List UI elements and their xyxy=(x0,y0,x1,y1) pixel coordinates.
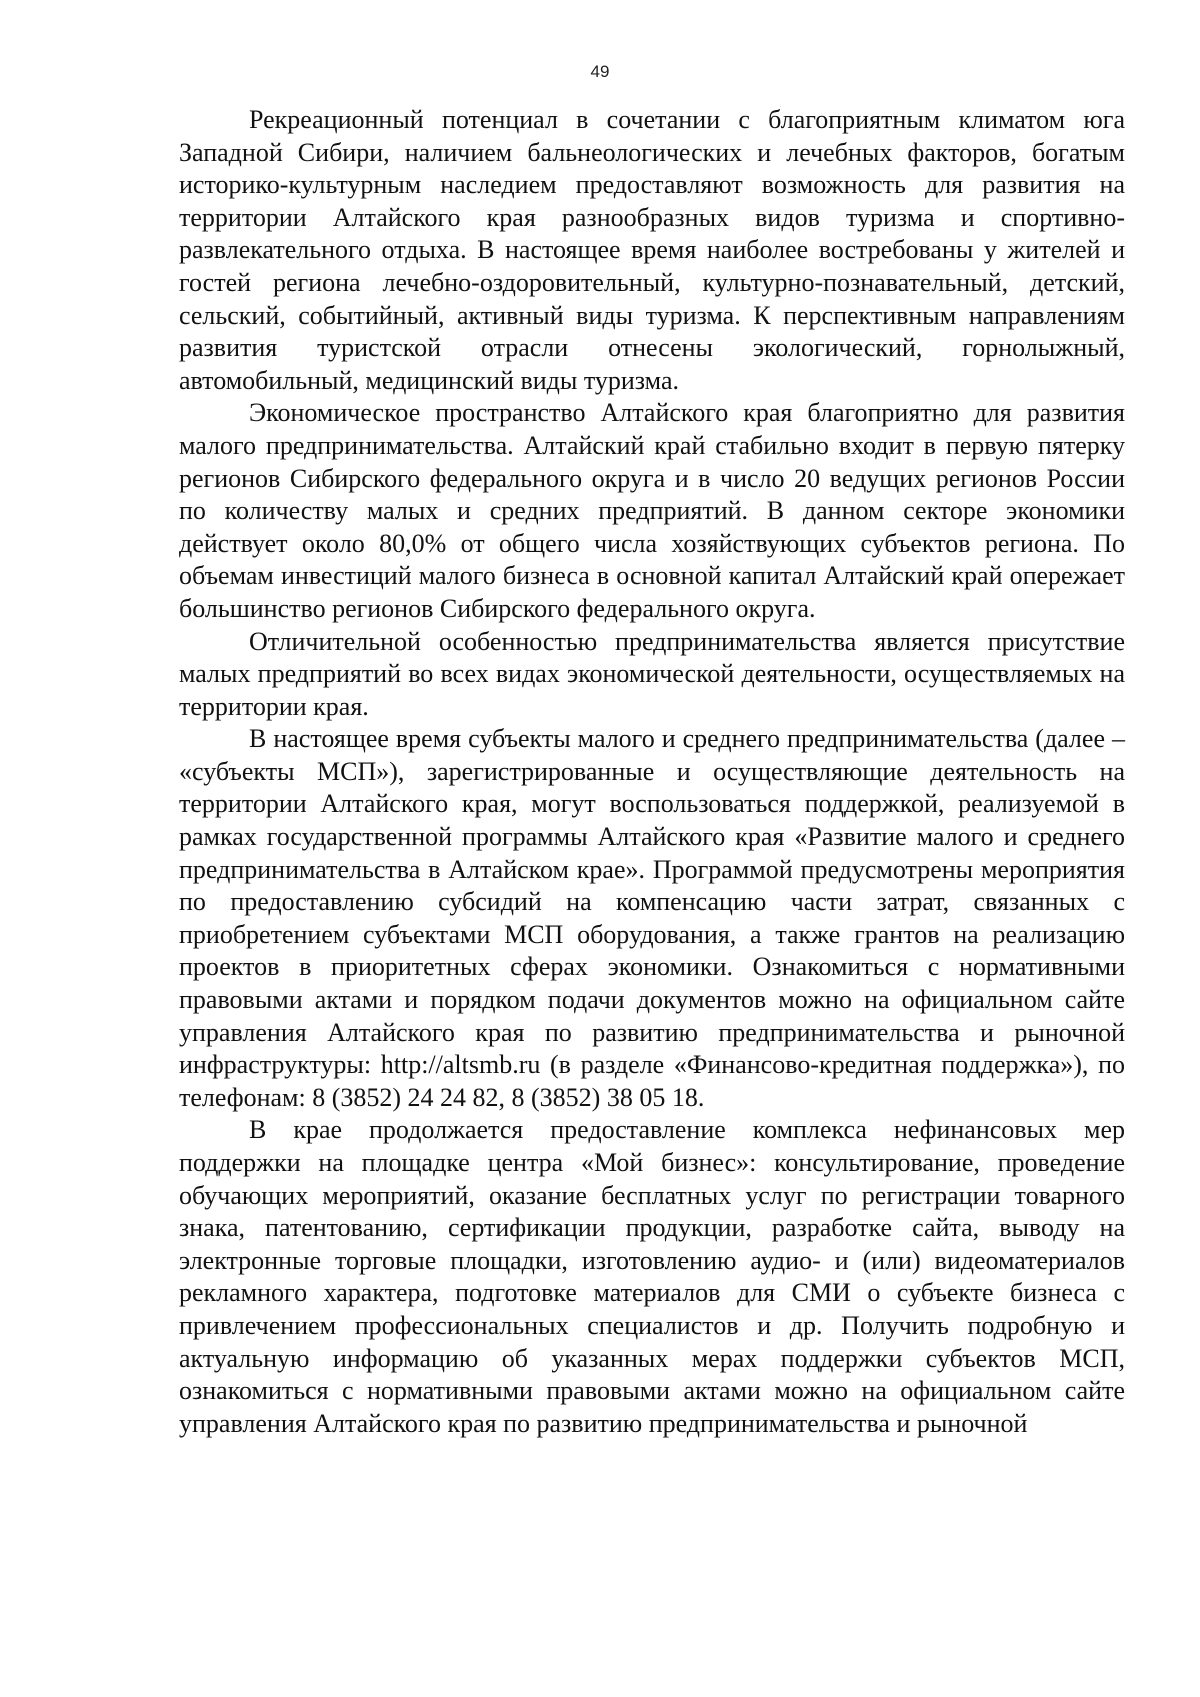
paragraph-recreation: Рекреационный потенциал в сочетании с благоприятным климатом юга Западной Сибири, наличием бальнеологических и лечебных факторов, богатым историко-культурным наследием предоставляют возможность для развития на территории Алтайского края разнообразных видов туризма и спортивно-развлекательного отдыха. В настоящее время наиболее востребованы у жителей и гостей региона лечебно-оздоровительный, культурно-познавательный, детский, сельский, событийный, активный виды туризма. К перспективным направлениям развития туристской отрасли отнесены экологический, горнолыжный, автомобильный, медицинский виды туризма. xyxy=(179,105,1125,395)
paragraph-msp-support: В настоящее время субъекты малого и среднего предпринимательства (далее – «субъекты МСП»), зарегистрированные и осуществляющие деятельность на территории Алтайского края, могут воспользоваться поддержкой, реализуемой в рамках государственной программы Алтайского края «Развитие малого и среднего предпринимательства в Алтайском крае». Программой предусмотрены мероприятия по предоставлению субсидий на компенсацию части затрат, связанных с приобретением субъектами МСП оборудования, а также грантов на реализацию проектов в приоритетных сферах экономики. Ознакомиться с нормативными правовыми актами и порядком подачи документов можно на официальном сайте управления Алтайского края по развитию предпринимательства и рыночной инфраструктуры: http://altsmb.ru (в разделе «Финансово-кредитная поддержка»), по телефонам: 8 (3852) 24 24 82, 8 (3852) 38 05 18. xyxy=(179,724,1125,1112)
page-number: 49 xyxy=(590,62,610,81)
document-body xyxy=(179,104,1125,1440)
paragraph-nonfinancial-support: В крае продолжается предоставление комплекса нефинансовых мер поддержки на площадке центра «Мой бизнес»: консультирование, проведение обучающих мероприятий, оказание бесплатных услуг по регистрации товарного знака, патентованию, сертификации продукции, разработке сайта, выводу на электронные торговые площадки, изготовлению аудио- и (или) видеоматериалов рекламного характера, подготовке материалов для СМИ о субъекте бизнеса с привлечением профессиональных специалистов и др. Получить подробную и актуальную информацию об указанных мерах поддержки субъектов МСП, ознакомиться с нормативными правовыми актами можно на официальном сайте управления Алтайского края по развитию предпринимательства и рыночной xyxy=(179,1115,1125,1438)
paragraph-economic-space: Экономическое пространство Алтайского края благоприятно для развития малого предпринимательства. Алтайский край стабильно входит в первую пятерку регионов Сибирского федерального округа и в число 20 ведущих регионов России по количеству малых и средних предприятий. В данном секторе экономики действует около 80,0% от общего числа хозяйствующих субъектов региона. По объемам инвестиций малого бизнеса в основной капитал Алтайский край опережает большинство регионов Сибирского федерального округа. xyxy=(179,398,1125,623)
paragraph-distinctive-feature: Отличительной особенностью предпринимательства является присутствие малых предприятий во всех видах экономической деятельности, осуществляемых на территории края. xyxy=(179,626,1125,721)
